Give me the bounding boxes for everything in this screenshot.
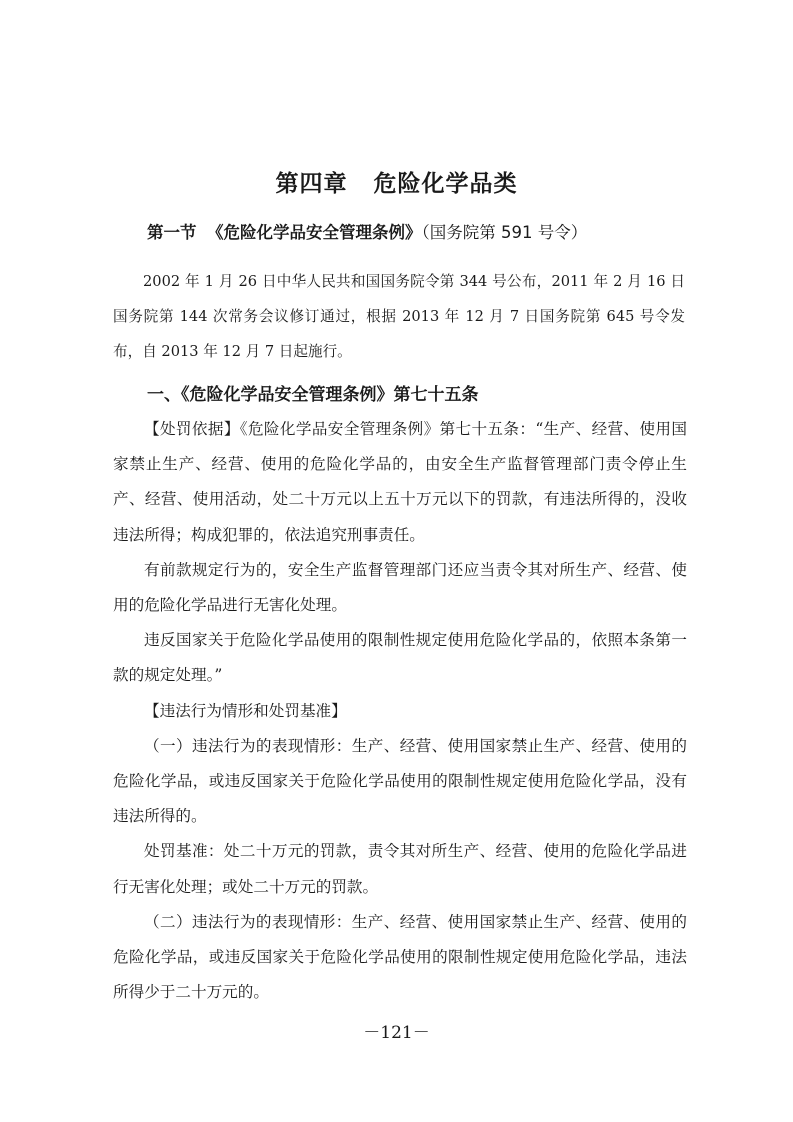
page-number: －121－ — [363, 1023, 430, 1043]
article-paragraph-case-1: （一）违法行为的表现情形：生产、经营、使用国家禁止生产、经营、使用的危险化学品，或违反国家关于危险化学品使用的限制性规定使用危险化学品，没有违法所得的。 — [113, 736, 687, 826]
article-paragraph-basis: 【处罚依据】《危险化学品安全管理条例》第七十五条：“生产、经营、使用国家禁止生产、经营、使用的危险化学品的，由安全生产监督管理部门责令停止生产、经营、使用活动，处二十万元以上五十万元以下的罚款，有违法所得的，没收违法所得；构成犯罪的，依法追究刑事责任。 — [113, 420, 687, 544]
article-heading: 一、《危险化学品安全管理条例》第七十五条 — [147, 385, 479, 405]
article-paragraph-case-2: （二）违法行为的表现情形：生产、经营、使用国家禁止生产、经营、使用的危险化学品，或违反国家关于危险化学品使用的限制性规定使用危险化学品，违法所得少于二十万元的。 — [113, 912, 687, 1002]
article-paragraph-2: 有前款规定行为的，安全生产监督管理部门还应当责令其对所生产、经营、使用的危险化学品进行无害化处理。 — [113, 560, 687, 615]
section-title — [147, 220, 587, 246]
intro-paragraph: 2002 年 1 月 26 日中华人民共和国国务院令第 344 号公布，2011 年 2 月 16 日国务院第 144 次常务会议修订通过，根据 2013 年 12 月 7 日国务院第 645 号令发布，自 2013 年 12 月 7 日起施行。 — [113, 273, 685, 360]
chapter-number: 第四章 — [275, 171, 348, 197]
article-paragraph-3: 违反国家关于危险化学品使用的限制性规定使用危险化学品的，依照本条第一款的规定处理。” — [113, 631, 687, 685]
article-paragraph-benchmark-heading: 【违法行为情形和处罚基准】 — [144, 701, 347, 720]
section-decree-note: （国务院第 591 号令） — [421, 223, 588, 242]
section-law-name: 《危险化学品安全管理条例》 — [207, 223, 422, 242]
article-paragraph-penalty-1: 处罚基准：处二十万元的罚款，责令其对所生产、经营、使用的危险化学品进行无害化处理；或处二十万元的罚款。 — [113, 842, 687, 896]
section-heading: 第一节 — [147, 223, 197, 242]
chapter-title — [0, 166, 793, 202]
article-body — [113, 412, 687, 1010]
chapter-name: 危险化学品类 — [373, 171, 518, 197]
